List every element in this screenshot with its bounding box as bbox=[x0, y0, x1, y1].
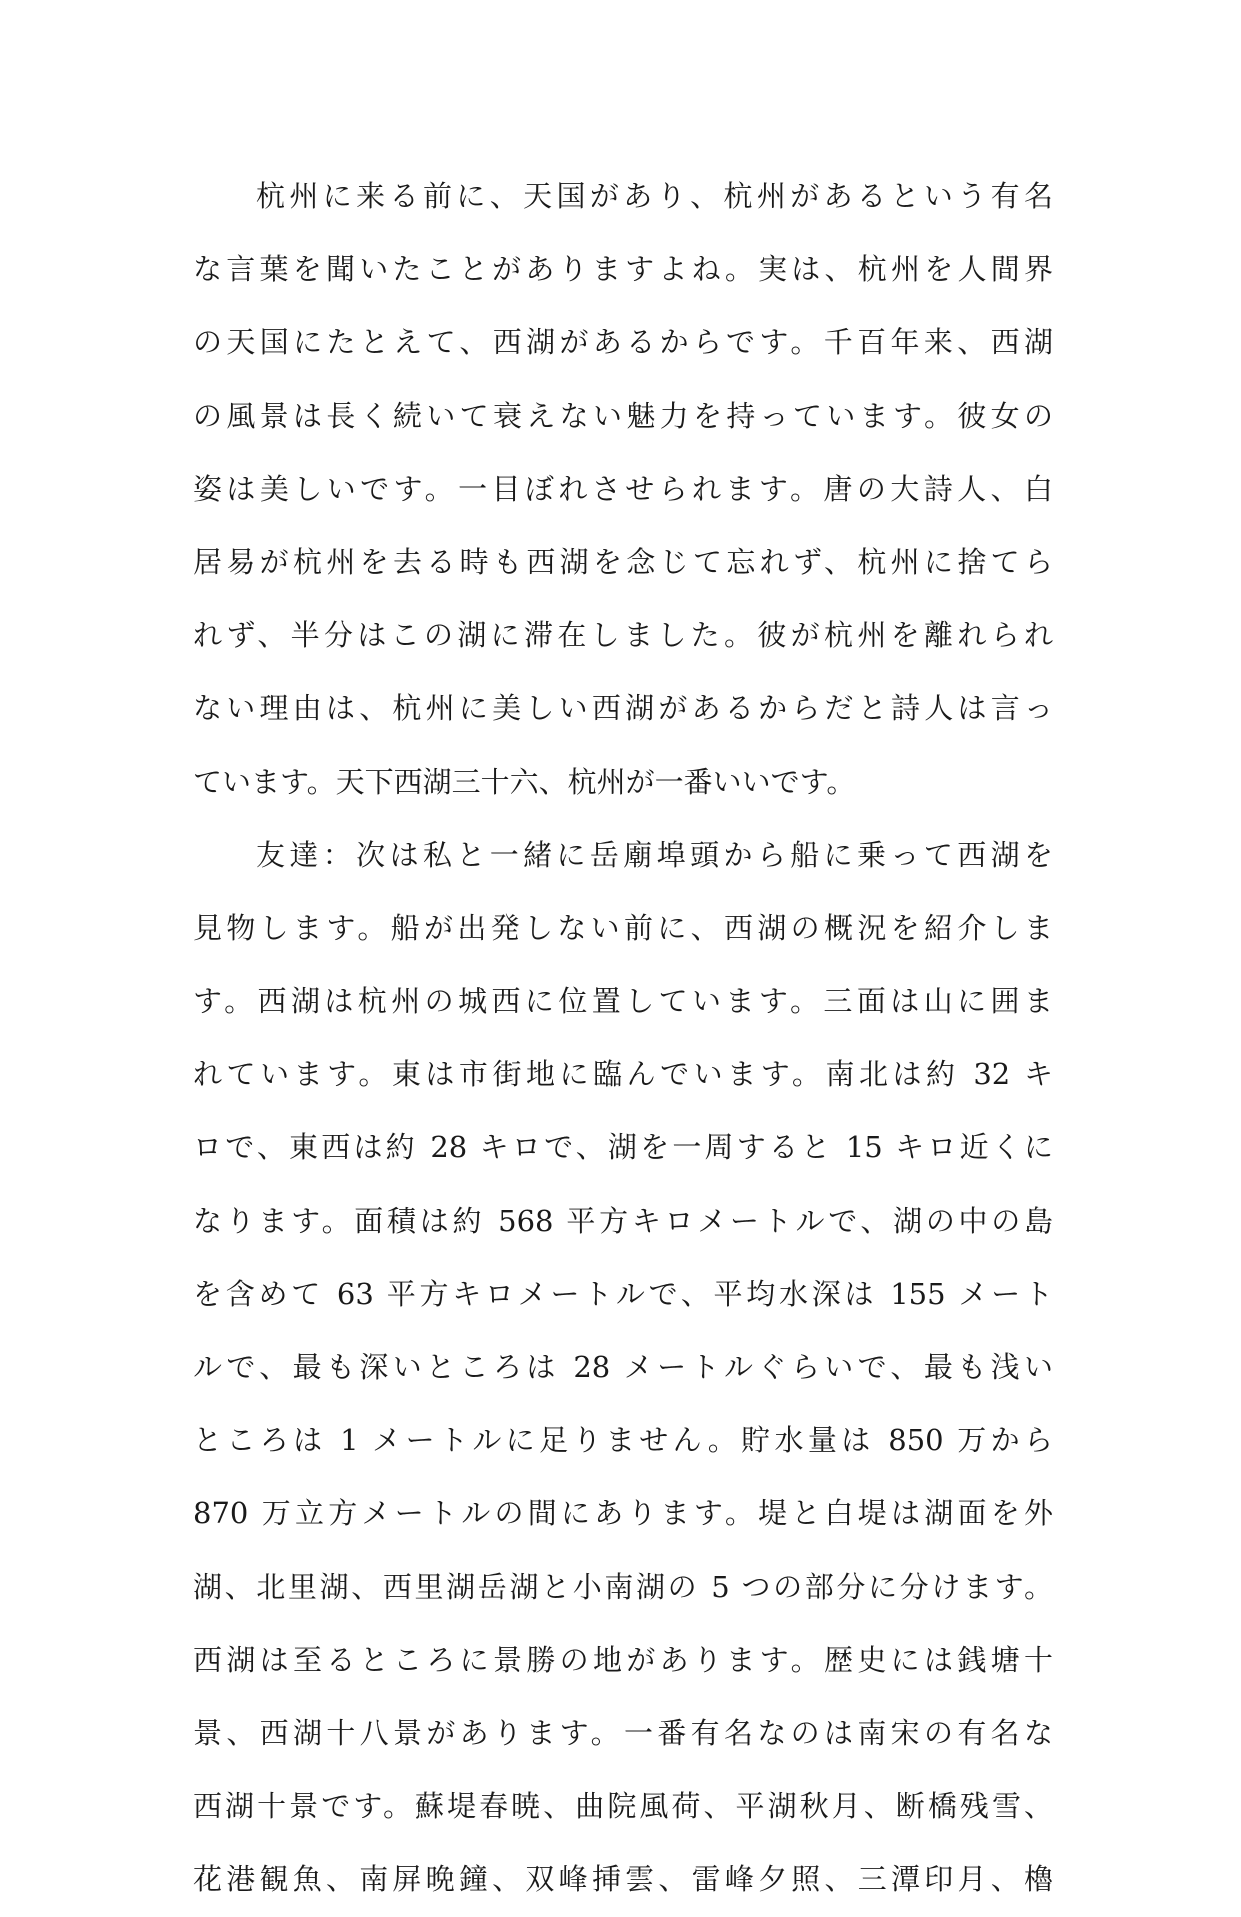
body-text bbox=[193, 160, 1053, 1917]
paragraph-1-line-2: な言葉を聞いたことがありますよね。実は、杭州を人間界 bbox=[193, 252, 1053, 287]
paragraph-1-line-3: の天国にたとえて、西湖があるからです。千百年来、西湖 bbox=[193, 325, 1053, 360]
paragraph-2-line-12: 西湖は至るところに景勝の地があります。歴史には銭塘十 bbox=[193, 1642, 1053, 1677]
paragraph-2-line-1: 友達：次は私と一緒に岳廟埠頭から船に乗って西湖を bbox=[256, 837, 1053, 872]
paragraph-2-line-11: 湖、北里湖、西里湖岳湖と小南湖の 5 つの部分に分けます。 bbox=[193, 1569, 1053, 1604]
paragraph-2-line-13: 景、西湖十八景があります。一番有名なのは南宋の有名な bbox=[193, 1715, 1053, 1750]
paragraph-1-line-5: 姿は美しいです。一目ぼれさせられます。唐の大詩人、白 bbox=[193, 471, 1053, 506]
paragraph-2-line-7: を含めて 63 平方キロメートルで、平均水深は 155 メート bbox=[193, 1276, 1053, 1311]
paragraph-1-line-6: 居易が杭州を去る時も西湖を念じて忘れず、杭州に捨てら bbox=[193, 544, 1053, 579]
paragraph-2-line-2: 見物します。船が出発しない前に、西湖の概況を紹介しま bbox=[193, 910, 1053, 945]
paragraph-1-line-8: ない理由は、杭州に美しい西湖があるからだと詩人は言っ bbox=[193, 691, 1053, 726]
paragraph-2-line-3: す。西湖は杭州の城西に位置しています。三面は山に囲ま bbox=[193, 984, 1053, 1019]
paragraph-2-line-9: ところは 1 メートルに足りません。貯水量は 850 万から bbox=[193, 1423, 1053, 1458]
paragraph-2-line-6: なります。面積は約 568 平方キロメートルで、湖の中の島 bbox=[193, 1203, 1053, 1238]
paragraph-2-line-5: ロで、東西は約 28 キロで、湖を一周すると 15 キロ近くに bbox=[193, 1130, 1053, 1165]
paragraph-2-line-10: 870 万立方メートルの間にあります。堤と白堤は湖面を外 bbox=[193, 1496, 1053, 1531]
paragraph-1-line-4: の風景は長く続いて衰えない魅力を持っています。彼女の bbox=[193, 398, 1053, 433]
paragraph-2-line-15: 花港観魚、南屏晩鐘、双峰挿雲、雷峰夕照、三潭印月、櫓 bbox=[193, 1862, 1053, 1897]
paragraph-1-line-9: ています。天下西湖三十六、杭州が一番いいです。 bbox=[193, 764, 856, 799]
paragraph-1-line-7: れず、半分はこの湖に滞在しました。彼が杭州を離れられ bbox=[193, 618, 1053, 653]
paragraph-2-line-4: れています。東は市街地に臨んでいます。南北は約 32 キ bbox=[193, 1057, 1053, 1092]
paragraph-2-line-14: 西湖十景です。蘇堤春暁、曲院風荷、平湖秋月、断橋残雪、 bbox=[193, 1789, 1053, 1824]
paragraph-1-line-1: 杭州に来る前に、天国があり、杭州があるという有名 bbox=[256, 179, 1053, 213]
paragraph-2-line-8: ルで、最も深いところは 28 メートルぐらいで、最も浅い bbox=[193, 1350, 1053, 1384]
